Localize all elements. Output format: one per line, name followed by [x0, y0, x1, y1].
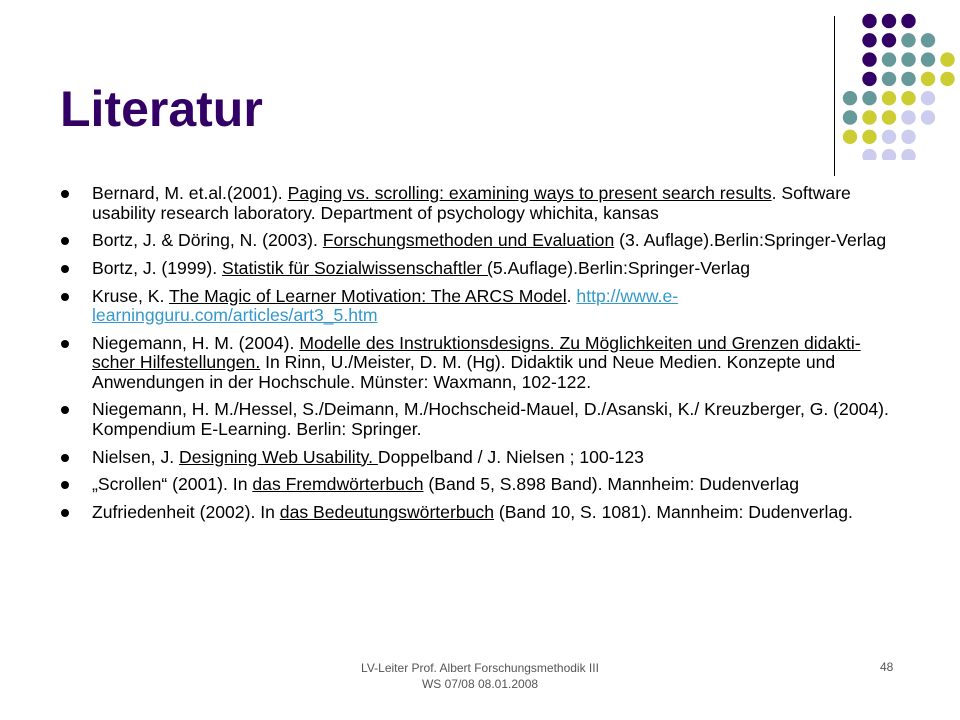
- reference-item: [92, 184, 892, 223]
- bullet-icon: [61, 481, 69, 489]
- decorative-dot: [862, 52, 876, 66]
- reference-title: The Magic of Learner Motivation: The ARCS Model: [168, 285, 567, 306]
- reference-title: Statistik für Sozialwissenschaftler (: [222, 257, 493, 278]
- decorative-dot: [882, 91, 896, 105]
- decorative-dot: [862, 72, 876, 86]
- decorative-dot: [901, 52, 915, 66]
- reference-item: [92, 503, 892, 523]
- bullet-icon: [61, 454, 69, 462]
- decorative-dot: [921, 110, 935, 124]
- reference-text: Bortz, J. & Döring, N. (2003).: [92, 230, 323, 251]
- bullet-icon: [61, 237, 69, 245]
- decorative-dot: [862, 110, 876, 124]
- decorative-dot: [901, 130, 915, 144]
- reference-text: „Scrollen“ (2001). In: [92, 474, 253, 495]
- reference-item: [92, 448, 892, 468]
- decorative-dot: [882, 72, 896, 86]
- decorative-dot: [882, 14, 896, 28]
- reference-text: Bernard, M. et.al.(2001).: [92, 183, 288, 203]
- reference-item: [92, 400, 892, 439]
- decorative-dot: [882, 52, 896, 66]
- decorative-dot: [901, 33, 915, 47]
- reference-link[interactable]: http://www.e-learningguru.com/articles/art3_5.htm: [92, 285, 679, 326]
- decorative-dot: [882, 110, 896, 124]
- reference-text: Doppelband / J. Nielsen ; 100-123: [377, 446, 644, 467]
- reference-text: Niegemann, H. M. (2004).: [92, 332, 300, 353]
- footer-course-line: LV-Leiter Prof. Albert Forschungsmethodik III: [361, 661, 599, 675]
- bullet-icon: [61, 340, 69, 348]
- decorative-dot: [940, 52, 954, 66]
- reference-text: .: [566, 285, 577, 306]
- reference-title: Designing Web Usability.: [179, 446, 378, 467]
- reference-title: Forschungsmethoden und Evaluation: [322, 230, 615, 251]
- footer-date-line: WS 07/08 08.01.2008: [421, 677, 539, 691]
- reference-text: In Rinn, U./Meister, D. M. (Hg). Didaktik und Neue Medien. Konzepte und Anwendungen in der Hochschule. Münster: Waxmann, 102-122.: [92, 352, 836, 392]
- reference-item: [92, 475, 892, 495]
- reference-text: (3. Auflage).Berlin:Springer-Verlag: [614, 230, 887, 251]
- decorative-dot: [901, 149, 915, 160]
- reference-text: (Band 5, S.898 Band). Mannheim: Dudenverlag: [423, 474, 800, 495]
- reference-text: Niegemann, H. M./Hessel, S./Deimann, M./Hochscheid-Mauel, D./Asanski, K./ Kreuzberger, G. (2004). Kompendium E-Learning. Berlin: Springer.: [92, 399, 889, 439]
- decorative-dot: [901, 14, 915, 28]
- reference-item: [92, 287, 892, 326]
- decorative-dot: [862, 91, 876, 105]
- reference-text: (Band 10, S. 1081). Mannheim: Dudenverlag.: [493, 502, 853, 522]
- reference-item: [92, 259, 892, 279]
- reference-title: das Bedeutungswörterbuch: [279, 502, 494, 522]
- decorative-dot: [862, 33, 876, 47]
- reference-title: Paging vs. scrolling: examining ways to present search results: [287, 183, 772, 203]
- decorative-dot: [843, 91, 857, 105]
- reference-text: 5.Auflage).Berlin:Springer-Verlag: [492, 257, 751, 278]
- decorative-dot: [882, 33, 896, 47]
- bullet-icon: [61, 293, 69, 301]
- bullet-icon: [61, 509, 69, 517]
- reference-list: [92, 184, 892, 531]
- decorative-dot: [862, 130, 876, 144]
- reference-text: . Software usability research laboratory. Department of psychology whichita, kansas: [92, 183, 851, 223]
- decorative-dot: [940, 72, 954, 86]
- bullet-icon: [61, 406, 69, 414]
- reference-text: Kruse, K.: [92, 285, 169, 306]
- decorative-dot: [843, 110, 857, 124]
- reference-text: Nielsen, J.: [92, 446, 180, 467]
- reference-item: [92, 334, 892, 393]
- decorative-dot: [921, 91, 935, 105]
- decorative-dot: [901, 110, 915, 124]
- slide-title: Literatur: [60, 81, 263, 137]
- reference-title: Modelle des Instruktionsdesigns. Zu Möglichkeiten und Grenzen didakti-scher Hilfestellungen.: [92, 332, 861, 373]
- decorative-dot: [901, 72, 915, 86]
- reference-title: das Fremdwörterbuch: [252, 474, 424, 495]
- decorative-dot: [862, 14, 876, 28]
- decorative-dot: [862, 149, 876, 160]
- bullet-icon: [61, 190, 69, 198]
- slide-footer: [280, 660, 680, 692]
- decorative-dot: [921, 33, 935, 47]
- decorative-dot: [843, 130, 857, 144]
- reference-item: [92, 231, 892, 251]
- decorative-vertical-rule: [834, 16, 835, 176]
- decorative-dot: [921, 72, 935, 86]
- decorative-dot: [921, 52, 935, 66]
- bullet-icon: [61, 265, 69, 273]
- decorative-dot: [901, 91, 915, 105]
- page-number: 48: [880, 660, 894, 674]
- reference-text: Zufriedenheit (2002). In: [92, 502, 280, 522]
- decorative-dot: [882, 130, 896, 144]
- decorative-dot: [882, 149, 896, 160]
- reference-text: Bortz, J. (1999).: [92, 257, 223, 278]
